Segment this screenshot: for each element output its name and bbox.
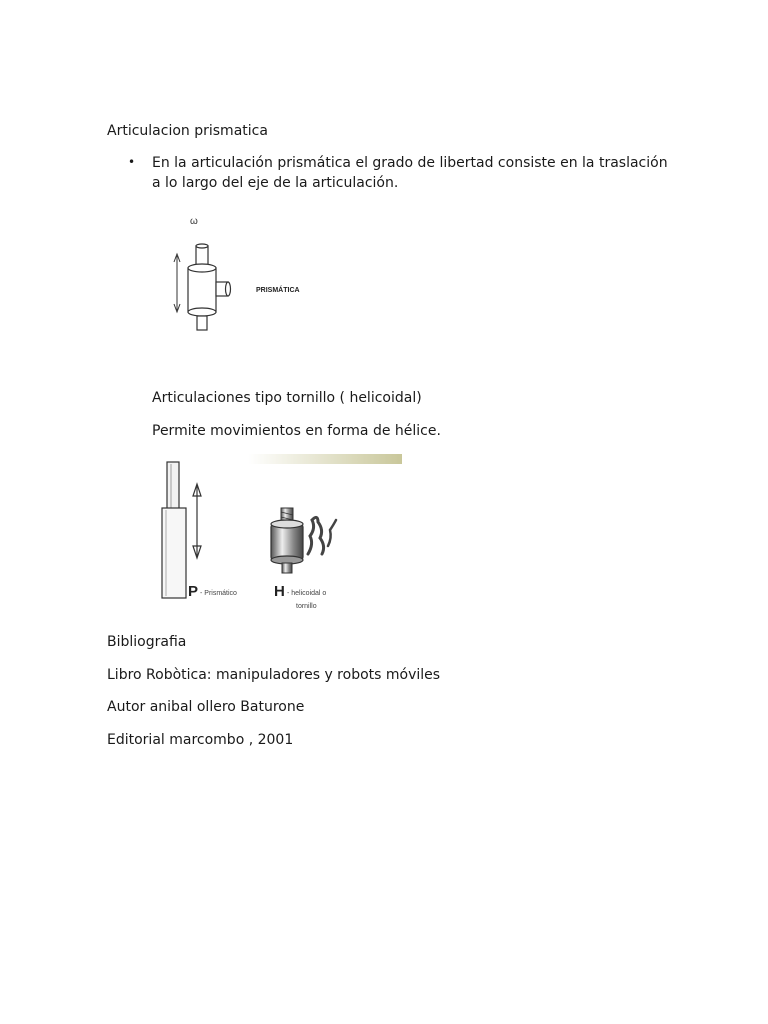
prismatic-joint-figure [160, 212, 310, 337]
bibliography-publisher: Editorial marcombo , 2001 [107, 732, 294, 748]
h-label-line-2: tornillo [296, 603, 317, 610]
screw-joint-title: Articulaciones tipo tornillo ( helicoidal) [152, 390, 422, 406]
bullet-marker: • [128, 155, 136, 169]
p-label: - Prismático [200, 590, 237, 597]
bullet-text-line-2: a lo largo del eje de la articulación. [152, 175, 399, 191]
bibliography-author: Autor anibal ollero Baturone [107, 699, 305, 715]
bullet-text-line-1: En la articulación prismática el grado de libertad consiste en la traslación [152, 155, 668, 171]
prismatic-label: PRISMÁTICA [256, 287, 300, 294]
bibliography-book: Libro Robòtica: manipuladores y robots móviles [107, 667, 441, 683]
section-heading: Articulacion prismatica [107, 123, 268, 139]
helix-arrow-icon [308, 517, 324, 554]
prismatic-rod [167, 462, 179, 510]
screw-joint-description: Permite movimientos en forma de hélice. [152, 423, 441, 439]
decorative-band [248, 454, 402, 464]
helical-cylinder [271, 524, 303, 560]
joint-types-figure [150, 452, 406, 616]
figure-corner-glyph: ω [190, 216, 198, 227]
h-letter: H [274, 583, 285, 600]
p-letter: P [188, 583, 199, 600]
h-label-line-1: - helicoidal o [287, 590, 327, 597]
bibliography-title: Bibliografia [107, 634, 187, 650]
